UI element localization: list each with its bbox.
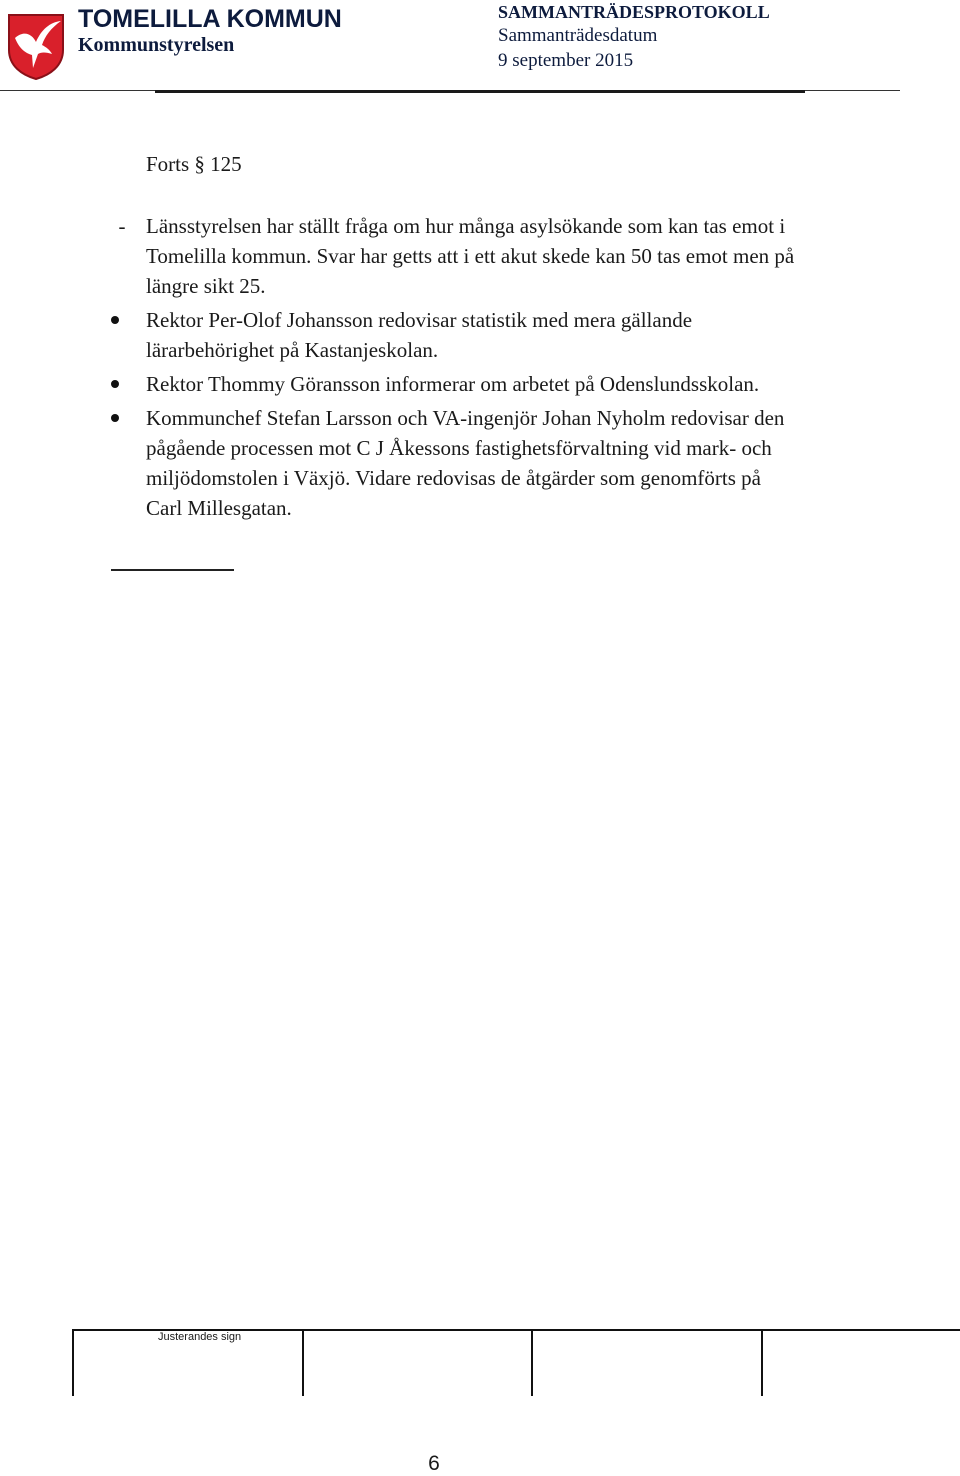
signature-table (72, 1329, 960, 1396)
bullet-icon (111, 414, 119, 422)
dash-marker: - (118, 214, 126, 238)
page-number: 6 (428, 1452, 440, 1475)
signature-cell-divider (72, 1329, 74, 1396)
document-type: SAMMANTRÄDESPROTOKOLL (498, 2, 770, 22)
meeting-date: 9 september 2015 (498, 50, 634, 71)
header-divider-bold (155, 90, 805, 93)
section-reference: Forts § 125 (146, 152, 242, 176)
signature-label: Justerandes sign (158, 1331, 242, 1343)
bullet-icon (111, 316, 119, 324)
agenda-item-list (0, 211, 960, 527)
signature-cell-divider (531, 1329, 533, 1396)
list-item-text: Länsstyrelsen har ställt fråga om hur många asylsökande som kan tas emot i Tomelilla kommun. Svar har getts att i ett akut skede kan 50 tas emot men på längre sikt 25. (146, 214, 795, 298)
meeting-date-label: Sammanträdesdatum (498, 25, 658, 46)
list-item-text: Kommunchef Stefan Larsson och VA-ingenjör Johan Nyholm redovisar den pågående processen mot C J Åkessons fastighetsförvaltning vid mark- och miljödomstolen i Växjö. Vidare redovisas de åtgärder som genomförts på Carl Millesgatan. (146, 406, 785, 520)
bullet-icon (111, 380, 119, 388)
list-item-text: Rektor Per-Olof Johansson redovisar statistik med mera gällande lärarbehörighet på Kastanjeskolan. (146, 308, 693, 362)
municipal-coat-of-arms-icon (6, 12, 66, 80)
org-name: TOMELILLA KOMMUN (78, 5, 342, 33)
section-end-rule (111, 569, 234, 571)
org-unit: Kommunstyrelsen (78, 34, 235, 56)
list-item (0, 305, 796, 365)
list-item (0, 403, 796, 523)
signature-cell-divider (761, 1329, 763, 1396)
list-item-text: Rektor Thommy Göransson informerar om arbetet på Odenslundsskolan. (146, 372, 760, 396)
list-item (0, 369, 796, 399)
signature-cell-divider (302, 1329, 304, 1396)
list-item (0, 211, 796, 301)
